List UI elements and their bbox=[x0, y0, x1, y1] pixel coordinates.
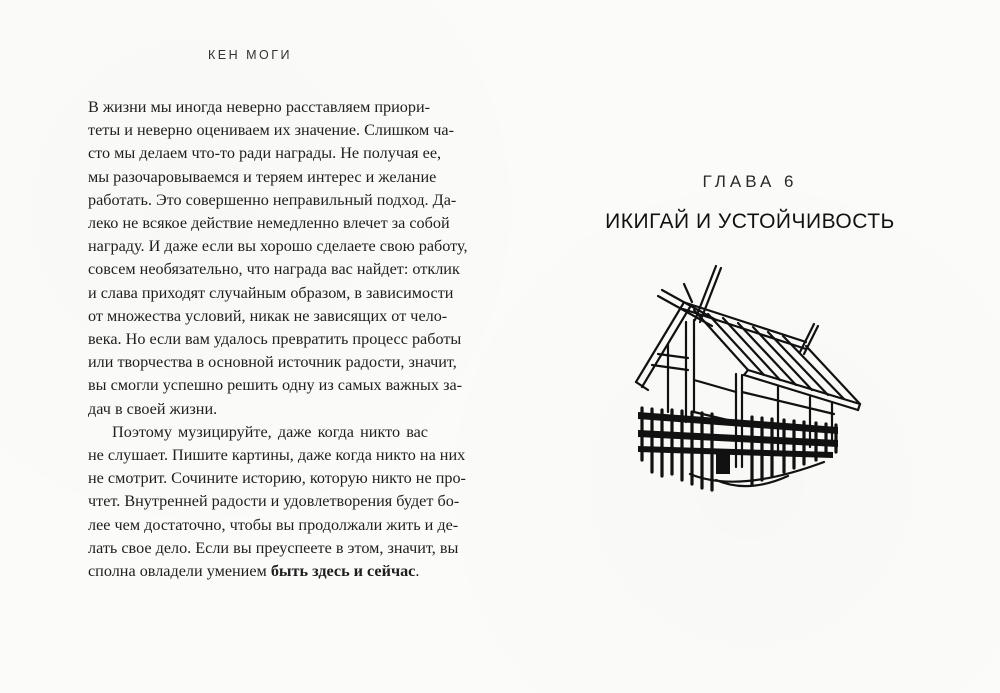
running-head: КЕН МОГИ bbox=[207, 48, 292, 62]
text-line: и слава приходят случайным образом, в зависимости bbox=[88, 283, 454, 302]
text-line: века. Но если вам удалось превратить процесс работы bbox=[88, 330, 462, 349]
text-line: работать. Это совершенно неправильный подход. Да- bbox=[88, 190, 457, 209]
text-line: лать свое дело. Если вы преуспеете в этом, значит, вы bbox=[88, 538, 459, 557]
text-line-final bbox=[88, 560, 428, 583]
text-line: мы разочаровываемся и теряем интерес и желание bbox=[88, 167, 437, 186]
text-line: теты и неверно оцениваем их значение. Слишком ча- bbox=[88, 121, 454, 140]
text-line: Поэтому музицируйте, даже когда никто вас bbox=[112, 422, 428, 441]
shrine-illustration bbox=[628, 262, 878, 512]
chapter-title: ИКИГАЙ И УСТОЙЧИВОСТЬ bbox=[605, 210, 895, 233]
text-line: награду. И даже если вы хорошо сделаете свою работу, bbox=[88, 237, 468, 256]
text-line: сто мы делаем что-то ради награды. Не получая ее, bbox=[88, 144, 442, 163]
text-line: не слушает. Пишите картины, даже когда никто на них bbox=[88, 446, 466, 465]
paragraph-2 bbox=[88, 421, 466, 583]
text-line: леко не всякое действие немедленно влечет за собой bbox=[88, 214, 450, 233]
text-line: не смотрит. Сочините историю, которую никто не про- bbox=[88, 469, 466, 488]
paragraph-1 bbox=[88, 96, 468, 421]
text-line: дач в своей жизни. bbox=[88, 399, 218, 418]
text-line: или творчества в основной источник радости, значит, bbox=[88, 353, 457, 372]
final-text: сполна овладели умением bbox=[88, 562, 271, 581]
text-line: В жизни мы иногда неверно расставляем приори- bbox=[88, 98, 431, 116]
body-text bbox=[88, 96, 468, 583]
text-line: чтет. Внутренней радости и удовлетворения будет бо- bbox=[88, 492, 460, 511]
text-line: от множества условий, никак не зависящих от чело- bbox=[88, 306, 448, 325]
emphasis-text: быть здесь и сейчас bbox=[270, 562, 416, 581]
chapter-label: ГЛАВА 6 bbox=[702, 172, 798, 191]
text-line: лее чем достаточно, чтобы вы продолжали жить и де- bbox=[88, 515, 459, 534]
right-page bbox=[500, 0, 1000, 693]
text-line: совсем необязательно, что награда вас найдет: отклик bbox=[88, 260, 460, 279]
text-line: вы смогли успешно решить одну из самых важных за- bbox=[88, 376, 463, 395]
final-punctuation: . bbox=[415, 562, 420, 581]
